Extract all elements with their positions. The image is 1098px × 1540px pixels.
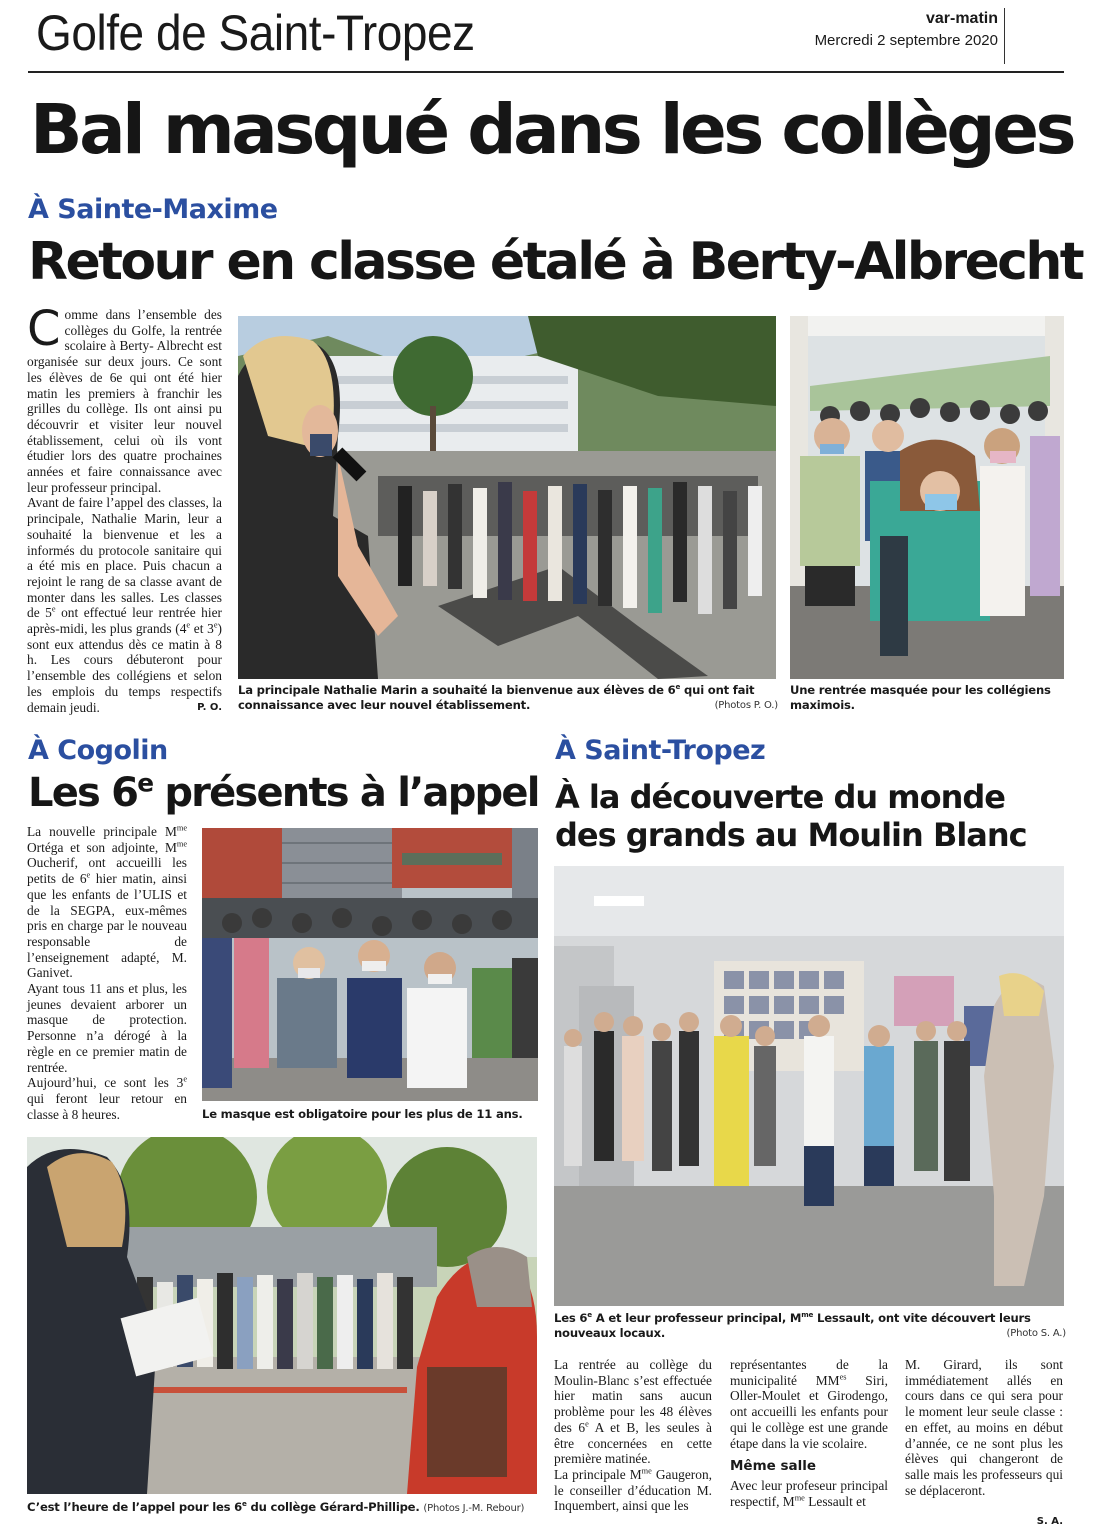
- article1-caption1: La principale Nathalie Marin a souhaité la bienvenue aux élèves de 6e qui ont fait connaissance avec leur nouvel établissement. (Photos P. O.): [238, 682, 778, 712]
- dropcap: C: [27, 301, 61, 357]
- photo-masked-students: [790, 316, 1064, 679]
- article3-column1: La rentrée au collège du Moulin-Blanc s’est effectuée hier matin sans aucun problème pour les 48 élèves des 6e A et B, les seules à être concernées en cette première matinée. La principale $M^{me}$ Gaugeron, le conseiller d’éducation M. Inquembert, ainsi que les: [554, 1357, 713, 1514]
- article2-credit: (Photos J.-M. Rebour): [423, 1503, 525, 1514]
- photo-roll-call: [27, 1137, 537, 1494]
- article3-column2: représentantes de la municipalité $MM^{es}$ Siri, Oller-Moulet et Girodengo, ont accueilli les enfants pour qui le collège est une grande étape dans la vie scolaire. Même salle Avec leur profeseur principal respectif, $M^{me}$ Lessault et: [730, 1357, 888, 1509]
- photo-cogolin-students: [202, 828, 538, 1101]
- section-title: Golfe de Saint-Tropez: [36, 5, 475, 61]
- main-headline: Bal masqué dans les collèges: [30, 90, 1074, 170]
- article1-headline: Retour en classe étalé à Berty-Albrecht: [28, 232, 1083, 292]
- article3-headline-line1: À la découverte du monde: [555, 778, 1005, 816]
- article3-kicker: À Saint-Tropez: [555, 735, 766, 766]
- issue-date: Mercredi 2 septembre 2020: [814, 32, 998, 49]
- article3-headline-line2: des grands au Moulin Blanc: [555, 816, 1027, 854]
- article2-caption2: C’est l’heure de l’appel pour les 6e du collège Gérard-Phillipe. (Photos J.-M. Rebour): [27, 1499, 525, 1514]
- article1-credit: (Photos P. O.): [714, 700, 778, 711]
- article3-signature: S. A.: [1036, 1516, 1063, 1528]
- article2-caption1: Le masque est obligatoire pour les plus de 11 ans.: [202, 1107, 523, 1121]
- newspaper-name: var-matin: [925, 10, 998, 27]
- article3-caption: Les 6e A et leur professeur principal, $M^{me}$ Lessault, ont vite découvert leurs nouveaux locaux. (Photo S. A.): [554, 1310, 1066, 1340]
- photo-moulin-blanc-corridor: [554, 866, 1064, 1306]
- header-rule: [28, 71, 1064, 73]
- article1-caption2: Une rentrée masquée pour les collégiens maximois.: [790, 683, 1051, 712]
- photo-principal-microphone: [238, 316, 776, 679]
- article2-headline: Les 6e présents à l’appel: [28, 768, 539, 816]
- article2-kicker: À Cogolin: [28, 735, 168, 766]
- article2-body: La nouvelle principale $M^{me}$ Ortéga et son adjointe, $M^{me}$ Oucherif, ont accueilli les petits de 6e hier matin, ainsi que les enfants de l’ULIS et de la SEGPA, eux-mêmes pris en charge par le nouveau responsable de l’enseignement adapté, M. Ganivet. Ayant tous 11 ans et plus, les jeunes devaient arborer un masque de protection. Personne n’a dérogé à la règle en ce premier matin de rentrée. Aujourd’hui, ce sont les 3e qui feront leur retour en classe à 8 heures.: [27, 823, 187, 1122]
- article1-kicker: À Sainte-Maxime: [28, 194, 278, 225]
- header-divider: [1004, 8, 1005, 64]
- article3-credit: (Photo S. A.): [1006, 1328, 1066, 1339]
- article1-body: Comme dans l’ensemble des collèges du Golfe, la rentrée scolaire à Berty- Albrecht est organisée sur deux jours. Ce sont les élèves de 6e qui ont été hier matin les premiers à franchir les grilles du collège. Ils ont ainsi pu découvrir et visiter leur nouvel établissement, celui où ils vont étudier lors des quatre prochaines années et faire connaissance avec leur professeur principal. Avant de faire l’appel des classes, la principale, Nathalie Marin, leur a souhaité la bienvenue et les a informés du protocole sanitaire qui a été mis en place. Puis chacun a rejoint le rang de sa classe avant de monter dans les salles. Les classes de 5e ont effectué leur rentrée hier après-midi, les plus grands (4e et 3e) sont eux attendus dès ce matin à 8 h. Les cours débuteront pour l’ensemble des collégiens et selon les emplois du temps respectifs demain jeudi. P. O.: [27, 301, 223, 715]
- article3-column3: M. Girard, ils sont immédiatement allés en cours dans ce qui sera pour le moment leur seule classe : en effet, au moins en début d’année, ce ne sont plus les élèves qui changeront de salle mais les professeurs qui se déplaceront. S. A.: [905, 1357, 1063, 1528]
- article1-signature: P. O.: [197, 701, 222, 713]
- article3-subhead: Même salle: [730, 1458, 817, 1475]
